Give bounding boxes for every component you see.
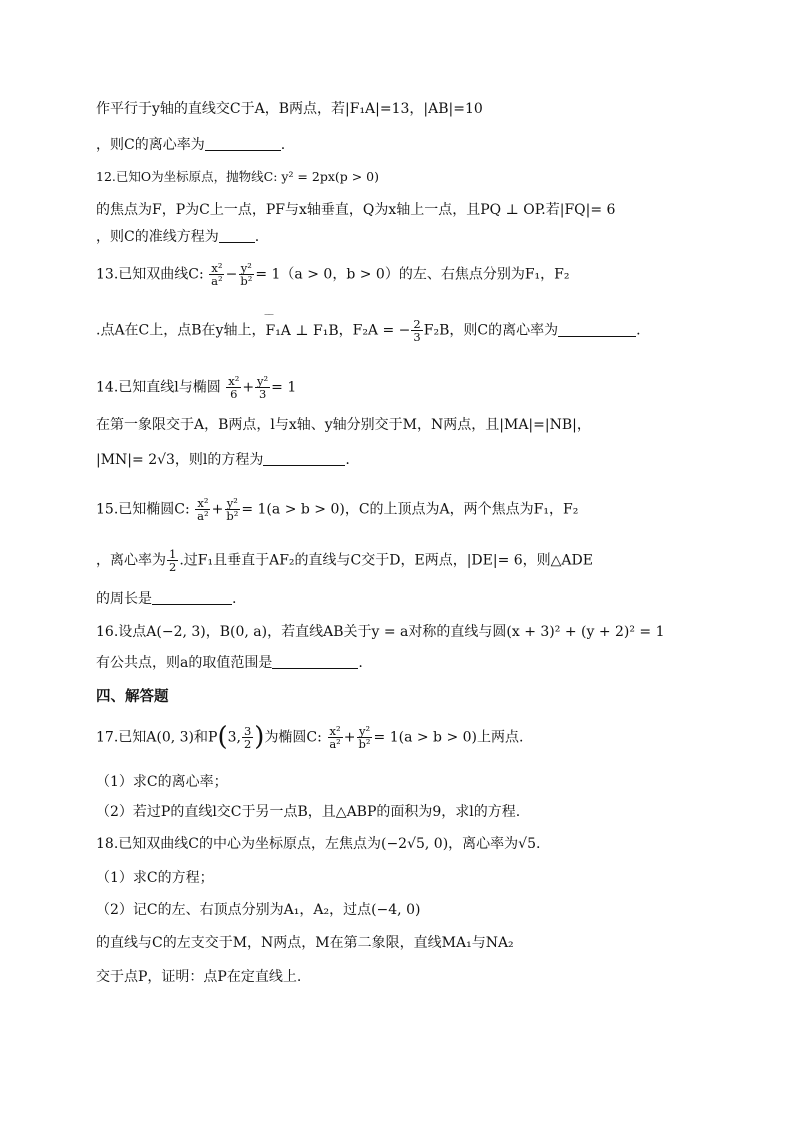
- q15-line2-pre: ，离心率为: [96, 552, 166, 569]
- q13-answer-blank[interactable]: [558, 326, 636, 337]
- q17-sub2: （2）若过P的直线l交C于另一点B，且△ABP的面积为9，求l的方程.: [96, 804, 521, 820]
- q15-number: 15.: [96, 501, 119, 518]
- q15-fraction-1-2: $\frac{1}{2}$: [169, 547, 177, 575]
- q18-sub2: （2）记C的左、右顶点分别为A₁，A₂，过点(−4, 0): [96, 902, 421, 918]
- q18-sub1: （1）求C的方程；: [96, 870, 214, 886]
- q15-answer-blank[interactable]: [152, 594, 232, 605]
- q15-fraction-x: $\frac{\text{x²}}{\text{a²}}$: [197, 496, 209, 524]
- q17-text-b: 为椭圆C:: [264, 729, 322, 746]
- q17-fraction-3-2: $\frac{3}{2}$: [243, 724, 252, 752]
- q15-line1: [96, 497, 578, 522]
- q15-line2: [96, 548, 593, 573]
- q18-line1: [96, 837, 540, 851]
- q17-fraction-y: $\frac{\text{y²}}{\text{b²}}$: [358, 724, 371, 752]
- q16-line1: [96, 625, 665, 639]
- q13-vector-eq-post: F₂B: [423, 322, 450, 339]
- q13-line2: [96, 318, 641, 343]
- q17-line1: [96, 722, 524, 753]
- q12-period: .: [254, 229, 260, 245]
- q18-line5: 交于点P，证明：点P在定直线上.: [96, 969, 302, 985]
- q15-plus: +: [211, 501, 224, 518]
- q15-text-post: = 1(a > b > 0)，C的上顶点为A，两个焦点为F₁，F₂: [241, 501, 579, 518]
- q17-plus: +: [343, 729, 356, 746]
- q15-line3: [96, 592, 236, 606]
- q16-line2: [96, 656, 363, 670]
- q17-fraction-x: $\frac{\text{x²}}{\text{a²}}$: [329, 724, 341, 752]
- q11-answer-blank[interactable]: [205, 140, 281, 151]
- q17-text-c: = 1(a > b > 0)上两点.: [373, 729, 524, 746]
- q15-fraction-y: $\frac{\text{y²}}{\text{b²}}$: [226, 496, 239, 524]
- q13-line2-text-c: ，则C的离心率为: [449, 322, 559, 339]
- q12-line2: 的焦点为F，P为C上一点，PF与x轴垂直，Q为x轴上一点，且PQ ⊥ OP.若|FQ|= 6: [96, 202, 616, 218]
- q11-period: .: [280, 137, 286, 153]
- q14-line1: [96, 375, 296, 400]
- q12-number: 12.: [96, 169, 116, 184]
- q13-vector-eq-pre: F₂A = −: [352, 322, 411, 339]
- q16-period: .: [358, 655, 363, 671]
- q12-answer-blank[interactable]: [219, 232, 255, 243]
- q14-answer-blank[interactable]: [263, 455, 345, 466]
- q14-question-text: |MN|= 2√3，则l的方程为: [96, 452, 264, 468]
- q17-right-paren: ): [254, 722, 265, 753]
- q13-minus: −: [225, 266, 238, 283]
- q13-number: 13.: [96, 266, 119, 283]
- q11-line1: 作平行于y轴的直线交C于A，B两点，若|F₁A|=13，|AB|=10: [96, 101, 483, 117]
- q13-vector-perp: ‾‾ F₁A ⊥ F₁B: [265, 324, 338, 338]
- q15-period: .: [232, 591, 237, 607]
- q13-line2-text-a: .点A在C上，点B在y轴上，: [96, 322, 266, 339]
- q15-question-text: 的周长是: [96, 591, 152, 607]
- q18-text: 已知双曲线C的中心为坐标原点，左焦点为(−2√5, 0)，离心率为√5.: [118, 836, 541, 852]
- q14-text-post: = 1: [271, 379, 297, 396]
- q12-line3: [96, 230, 259, 244]
- q12-line1: [96, 171, 379, 184]
- q16-answer-blank[interactable]: [272, 658, 358, 669]
- q15-line2-post: .过F₁且垂直于AF₂的直线与C交于D，E两点，|DE|= 6，则△ADE: [179, 552, 593, 569]
- q16-question-text: 有公共点，则a的取值范围是: [96, 655, 273, 671]
- q13-fraction-y: $\frac{\text{y²}}{\text{b²}}$: [240, 261, 253, 289]
- q12-text: 已知O为坐标原点，抛物线C: y² = 2px(p > 0): [115, 169, 380, 184]
- q14-number: 14.: [96, 379, 119, 396]
- q13-period: .: [636, 322, 641, 339]
- q17-left-paren: (: [217, 722, 228, 753]
- q13-fraction-2-3: $\frac{2}{3}$: [413, 317, 421, 345]
- q15-text-pre: 已知椭圆C:: [118, 501, 190, 518]
- q11-question-text: ，则C的离心率为: [96, 137, 205, 153]
- q13-line1: [96, 262, 569, 287]
- section-heading: 四、解答题: [96, 689, 169, 705]
- q14-period: .: [345, 452, 350, 468]
- q16-text: 设点A(−2, 3)，B(0, a)，若直线AB关于y = a对称的直线与圆(x + 3)² + (y + 2)² = 1: [118, 624, 665, 640]
- q14-plus: +: [242, 379, 255, 396]
- q13-fraction-x: $\frac{\text{x²}}{\text{a²}}$: [211, 261, 223, 289]
- q13-text-post: = 1（a > 0，b > 0）的左、右焦点分别为F₁，F₂: [255, 266, 570, 283]
- q11-line2: [96, 138, 285, 152]
- q14-line3: [96, 453, 350, 467]
- q18-number: 18.: [96, 836, 119, 852]
- q14-fraction-x: $\frac{\text{x²}}{6}$: [228, 374, 240, 402]
- q13-text-pre: 已知双曲线C:: [118, 266, 204, 283]
- q17-number: 17.: [96, 729, 119, 746]
- q17-sub1: （1）求C的离心率；: [96, 774, 228, 790]
- q17-point-x: 3,: [227, 729, 241, 746]
- q16-number: 16.: [96, 624, 119, 640]
- q18-line4: 的直线与C的左支交于M，N两点，M在第二象限，直线MA₁与NA₂: [96, 935, 514, 951]
- q17-text-a: 已知A(0, 3)和P: [118, 729, 218, 746]
- q14-line2: 在第一象限交于A，B两点，l与x轴、y轴分别交于M，N两点，且|MA|=|NB|，: [96, 417, 591, 433]
- q14-text-pre: 已知直线l与椭圆: [118, 379, 221, 396]
- q14-fraction-y: $\frac{\text{y²}}{3}$: [257, 374, 269, 402]
- q13-comma: ，: [338, 322, 353, 339]
- q12-question-text: ，则C的准线方程为: [96, 229, 219, 245]
